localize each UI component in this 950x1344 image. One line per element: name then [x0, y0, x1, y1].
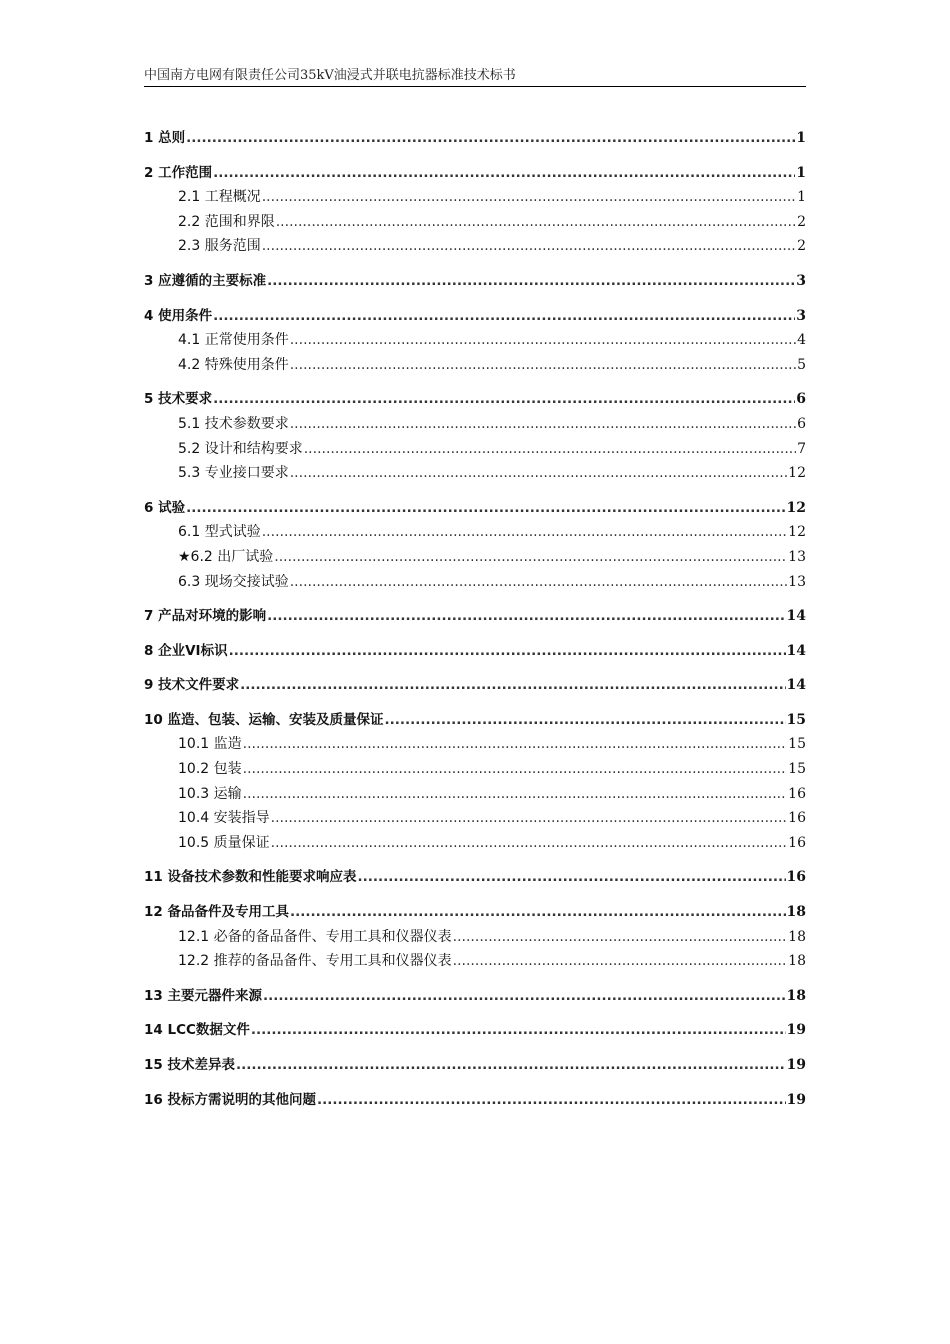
- toc-entry-level2[interactable]: [144, 353, 806, 378]
- toc-entry-title: 10.2 包装: [178, 761, 242, 778]
- toc-dot-leader: [274, 545, 787, 570]
- toc-entry-level1[interactable]: [144, 604, 806, 629]
- toc-entry-level1[interactable]: [144, 1018, 806, 1043]
- toc-dot-leader: [271, 806, 788, 831]
- toc-dot-leader: [271, 831, 788, 856]
- toc-entry-title: 2.3 服务范围: [178, 238, 261, 255]
- table-of-contents: [144, 126, 806, 1112]
- toc-entry-title: 4.2 特殊使用条件: [178, 356, 289, 373]
- toc-page-number: 14: [786, 642, 806, 659]
- toc-page-number: 18: [788, 953, 806, 970]
- toc-dot-leader: [358, 865, 786, 890]
- toc-dot-leader: [290, 328, 796, 353]
- toc-entry-level2[interactable]: [144, 210, 806, 235]
- toc-entry-level2[interactable]: [144, 437, 806, 462]
- toc-page-number: 14: [786, 677, 806, 694]
- toc-entry-level1[interactable]: [144, 161, 806, 186]
- toc-entry-title: 11 设备技术参数和性能要求响应表: [144, 869, 357, 886]
- toc-dot-leader: [276, 210, 796, 235]
- toc-page-number: 14: [786, 608, 806, 625]
- toc-dot-leader: [240, 673, 785, 698]
- toc-page-number: 2: [797, 238, 806, 255]
- toc-entry-title: 5.2 设计和结构要求: [178, 440, 303, 457]
- toc-entry-title: 6 试验: [144, 499, 186, 516]
- toc-dot-leader: [186, 126, 795, 151]
- toc-entry-level1[interactable]: [144, 865, 806, 890]
- toc-page-number: 15: [788, 761, 806, 778]
- toc-entry-title: 10.3 运输: [178, 785, 242, 802]
- toc-dot-leader: [213, 161, 795, 186]
- toc-entry-level1[interactable]: [144, 673, 806, 698]
- toc-page-number: 16: [788, 810, 806, 827]
- toc-dot-leader: [290, 461, 787, 486]
- toc-entry-title: 6.3 现场交接试验: [178, 573, 289, 590]
- toc-entry-title: 12 备品备件及专用工具: [144, 904, 289, 921]
- toc-page-number: 18: [786, 904, 806, 921]
- toc-dot-leader: [290, 900, 786, 925]
- toc-entry-level2[interactable]: [144, 461, 806, 486]
- toc-page-number: 19: [786, 1091, 806, 1108]
- toc-page-number: 3: [796, 272, 806, 289]
- toc-page-number: 1: [796, 164, 806, 181]
- toc-page-number: 16: [788, 834, 806, 851]
- toc-dot-leader: [453, 925, 788, 950]
- toc-entry-level1[interactable]: [144, 639, 806, 664]
- toc-page-number: 19: [786, 1057, 806, 1073]
- toc-entry-level2[interactable]: [144, 831, 806, 856]
- toc-page-number: 4: [797, 332, 806, 349]
- toc-dot-leader: [385, 708, 786, 733]
- toc-entry-title: ★6.2 出厂试验: [178, 548, 274, 565]
- toc-entry-level2[interactable]: [144, 545, 806, 570]
- toc-page-number: 7: [797, 440, 806, 457]
- toc-entry-level1[interactable]: [144, 269, 806, 294]
- toc-page-number: 1: [796, 130, 806, 146]
- toc-entry-level1[interactable]: [144, 1053, 806, 1078]
- toc-page-number: 5: [797, 356, 806, 373]
- toc-entry-level2[interactable]: [144, 185, 806, 210]
- toc-entry-level2[interactable]: [144, 782, 806, 807]
- toc-dot-leader: [251, 1018, 786, 1043]
- toc-entry-title: 5.3 专业接口要求: [178, 465, 289, 482]
- header-rule: [144, 86, 806, 87]
- toc-page-number: 6: [796, 391, 806, 408]
- toc-page-number: 12: [788, 465, 806, 482]
- toc-dot-leader: [243, 782, 788, 807]
- toc-entry-title: 2.1 工程概况: [178, 189, 261, 206]
- toc-entry-level2[interactable]: [144, 757, 806, 782]
- toc-entry-level2[interactable]: [144, 806, 806, 831]
- toc-dot-leader: [243, 757, 788, 782]
- toc-entry-title: 10.5 质量保证: [178, 834, 270, 851]
- toc-entry-title: 15 技术差异表: [144, 1057, 235, 1073]
- toc-entry-title: 4.1 正常使用条件: [178, 332, 289, 349]
- toc-page-number: 3: [796, 307, 806, 324]
- toc-dot-leader: [229, 639, 786, 664]
- toc-entry-title: 6.1 型式试验: [178, 524, 261, 541]
- toc-entry-title: 16 投标方需说明的其他问题: [144, 1091, 316, 1108]
- toc-dot-leader: [213, 304, 795, 329]
- toc-page-number: 16: [786, 869, 806, 886]
- toc-dot-leader: [262, 185, 796, 210]
- toc-entry-level2[interactable]: [144, 412, 806, 437]
- toc-entry-title: 10.4 安装指导: [178, 810, 270, 827]
- toc-dot-leader: [213, 387, 795, 412]
- toc-page-number: 16: [788, 785, 806, 802]
- toc-dot-leader: [267, 269, 795, 294]
- toc-entry-title: 2.2 范围和界限: [178, 213, 275, 230]
- toc-entry-level1[interactable]: [144, 984, 806, 1009]
- toc-page-number: 13: [788, 573, 806, 590]
- toc-entry-title: 2 工作范围: [144, 164, 213, 181]
- toc-dot-leader: [290, 353, 796, 378]
- toc-entry-level2[interactable]: [144, 925, 806, 950]
- toc-entry-title: 9 技术文件要求: [144, 677, 240, 694]
- toc-dot-leader: [304, 437, 796, 462]
- toc-entry-title: 13 主要元器件来源: [144, 987, 262, 1004]
- toc-entry-title: 4 使用条件: [144, 307, 213, 324]
- toc-dot-leader: [186, 496, 785, 521]
- toc-dot-leader: [236, 1053, 786, 1078]
- toc-dot-leader: [263, 984, 786, 1009]
- toc-page-number: 18: [788, 928, 806, 945]
- toc-dot-leader: [290, 412, 796, 437]
- toc-entry-level2[interactable]: [144, 732, 806, 757]
- toc-dot-leader: [290, 570, 787, 595]
- toc-page-number: 12: [786, 499, 806, 516]
- toc-page-number: 2: [797, 213, 806, 230]
- toc-entry-level2[interactable]: [144, 234, 806, 259]
- toc-entry-level1[interactable]: [144, 1088, 806, 1113]
- toc-page-number: 1: [797, 189, 806, 206]
- toc-dot-leader: [317, 1088, 786, 1113]
- toc-entry-level1[interactable]: [144, 496, 806, 521]
- toc-dot-leader: [262, 234, 796, 259]
- toc-entry-level1[interactable]: [144, 126, 806, 151]
- toc-page-number: 18: [786, 987, 806, 1004]
- toc-entry-level2[interactable]: [144, 520, 806, 545]
- toc-entry-title: 14 LCC数据文件: [144, 1022, 250, 1039]
- toc-page-number: 15: [786, 711, 806, 728]
- toc-entry-title: 5 技术要求: [144, 391, 213, 408]
- toc-dot-leader: [267, 604, 785, 629]
- toc-dot-leader: [453, 949, 788, 974]
- toc-entry-level1[interactable]: [144, 387, 806, 412]
- toc-entry-title: 3 应遵循的主要标准: [144, 272, 267, 289]
- toc-entry-level2[interactable]: [144, 949, 806, 974]
- toc-entry-title: 7 产品对环境的影响: [144, 608, 267, 625]
- toc-entry-title: 5.1 技术参数要求: [178, 415, 289, 432]
- toc-entry-title: 1 总则: [144, 130, 186, 146]
- toc-entry-level1[interactable]: [144, 304, 806, 329]
- toc-entry-title: 12.2 推荐的备品备件、专用工具和仪器仪表: [178, 953, 452, 970]
- toc-page-number: 6: [797, 415, 806, 432]
- toc-entry-title: 12.1 必备的备品备件、专用工具和仪器仪表: [178, 928, 452, 945]
- toc-entry-level2[interactable]: [144, 328, 806, 353]
- toc-entry-title: 10.1 监造: [178, 736, 242, 753]
- toc-entry-level2[interactable]: [144, 570, 806, 595]
- toc-page-number: 15: [788, 736, 806, 753]
- toc-entry-title: 8 企业VI标识: [144, 642, 228, 659]
- toc-page-number: 12: [788, 524, 806, 541]
- toc-dot-leader: [243, 732, 788, 757]
- toc-entry-level1[interactable]: [144, 708, 806, 733]
- toc-dot-leader: [262, 520, 787, 545]
- toc-entry-title: 10 监造、包装、运输、安装及质量保证: [144, 711, 384, 728]
- page-header: 中国南方电网有限责任公司35kV油浸式并联电抗器标准技术标书: [144, 68, 516, 83]
- toc-page-number: 19: [786, 1022, 806, 1039]
- toc-entry-level1[interactable]: [144, 900, 806, 925]
- toc-page-number: 13: [788, 548, 806, 565]
